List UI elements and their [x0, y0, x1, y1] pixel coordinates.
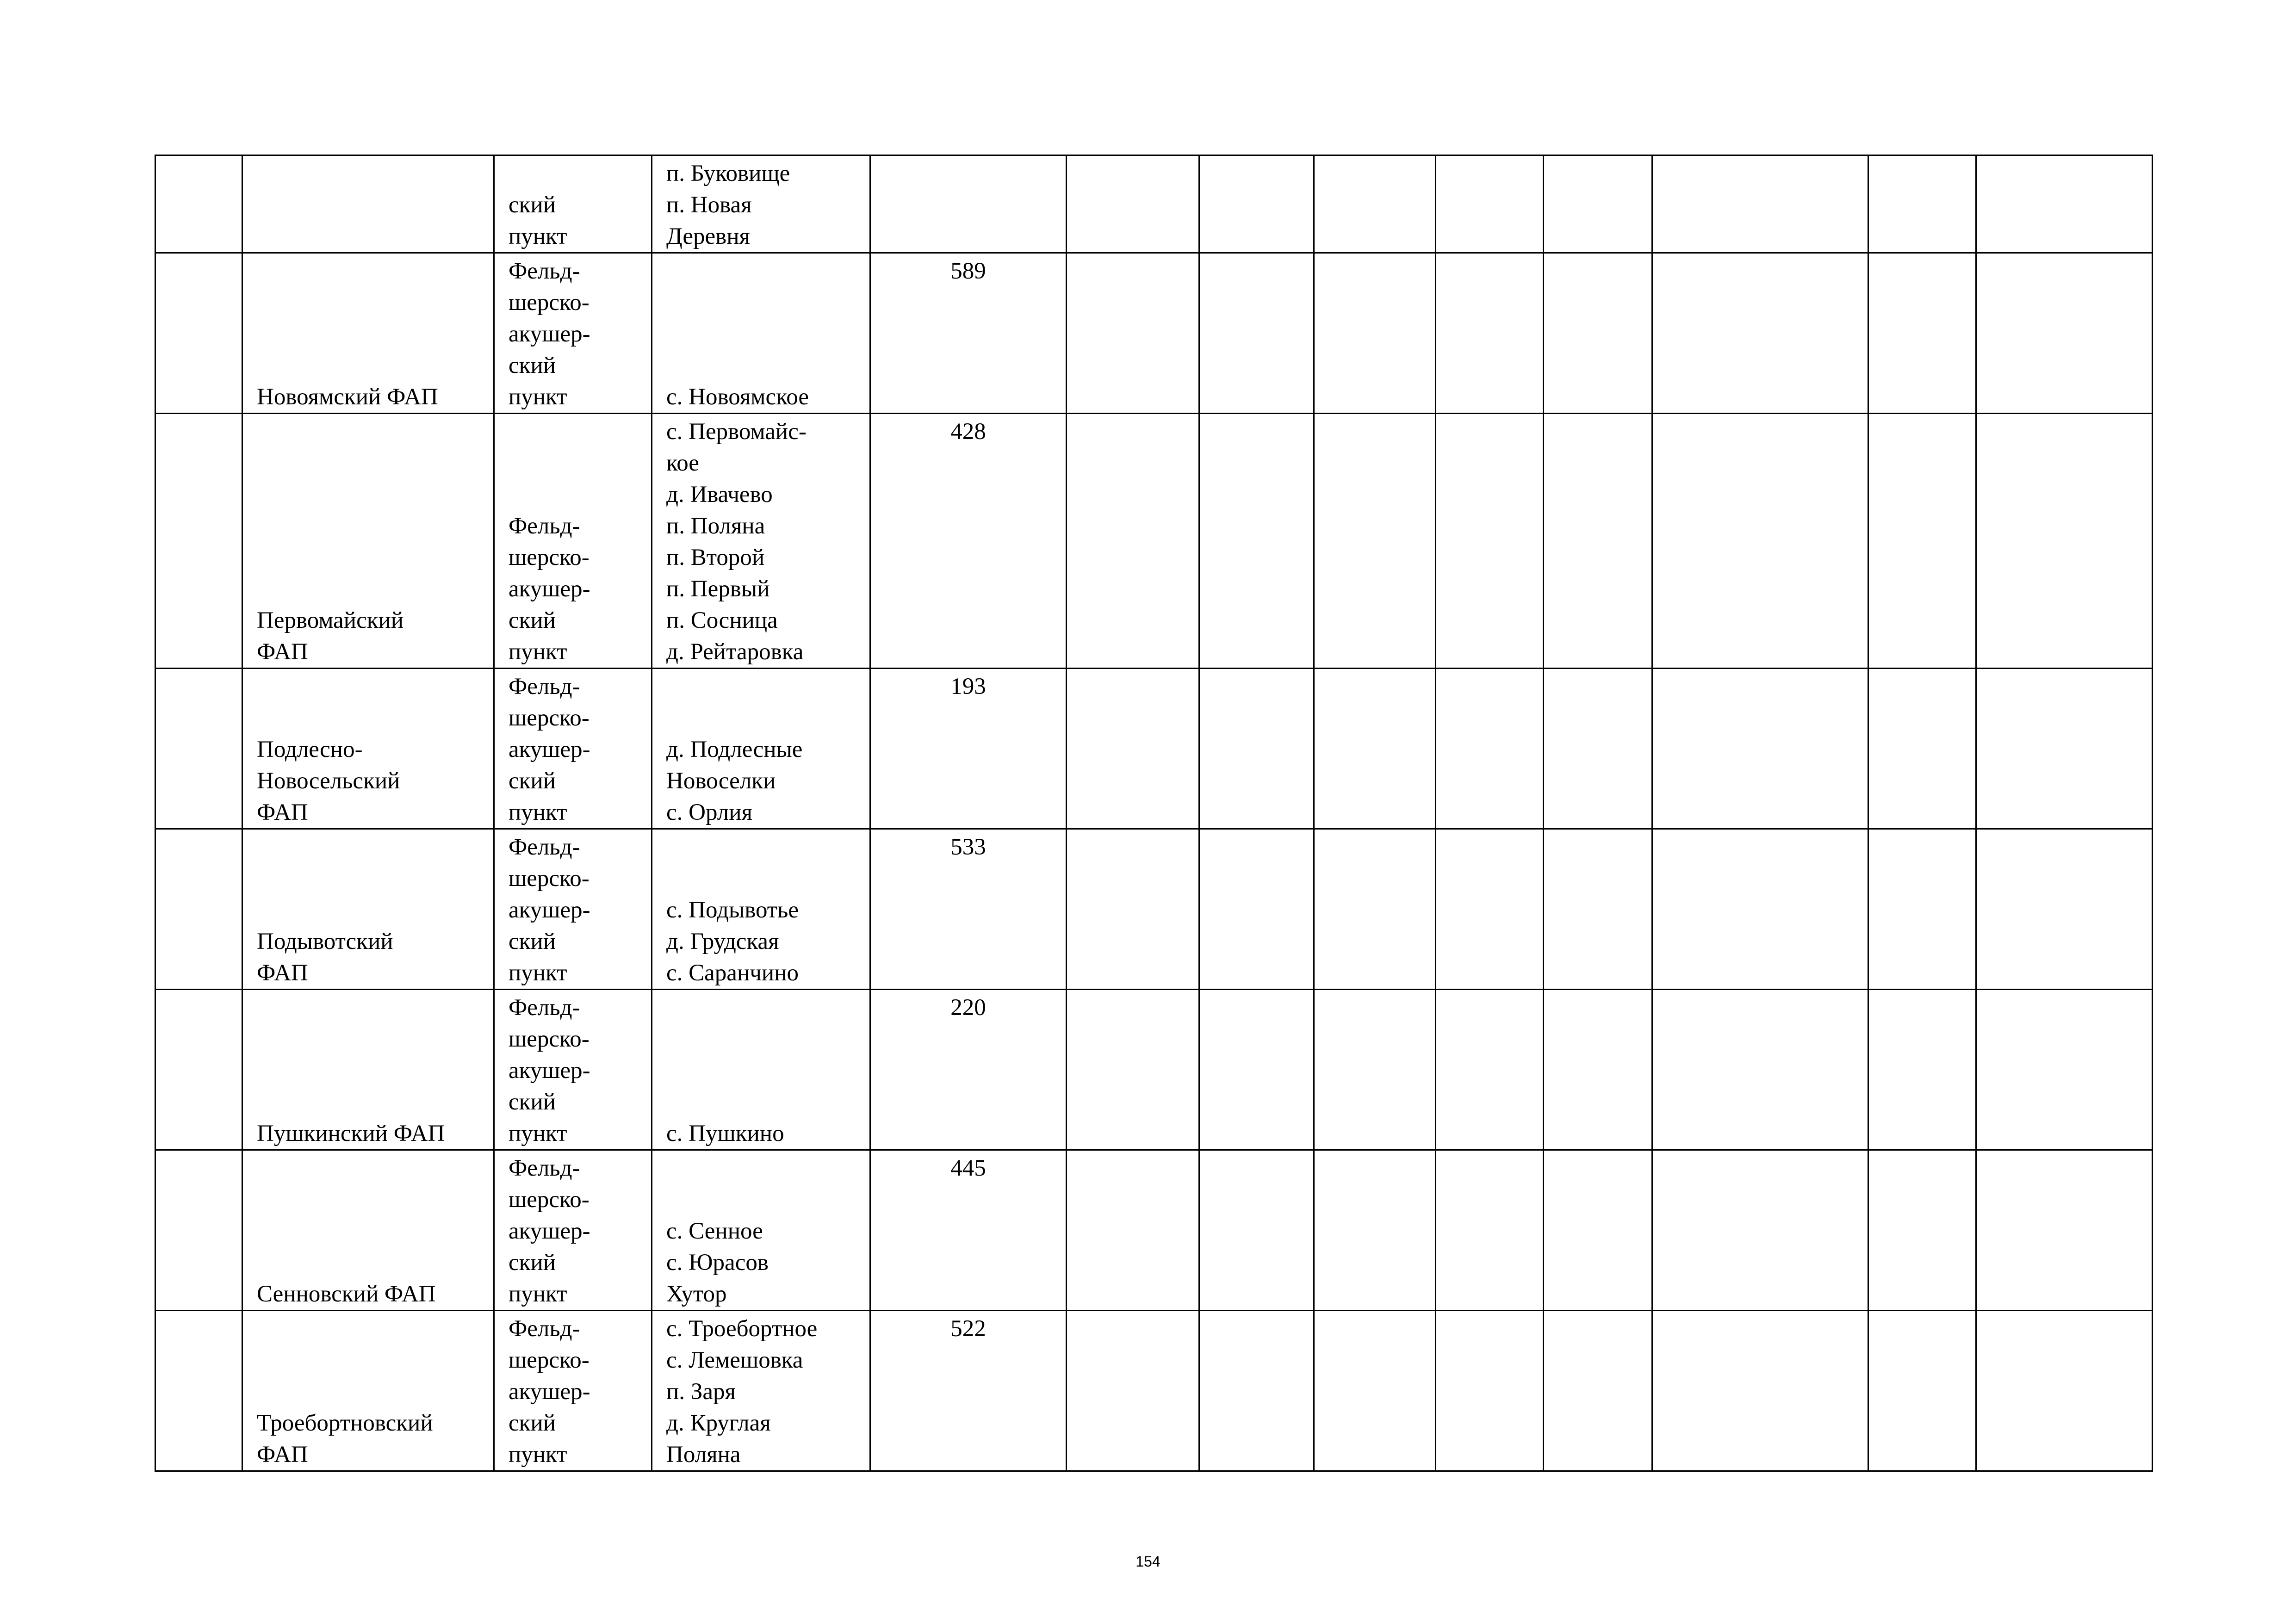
empty-cell [1067, 829, 1199, 990]
population-value: 428 [950, 419, 986, 445]
settlement-line: с. Орлия [666, 799, 752, 825]
facility-name-cell [242, 829, 494, 990]
facility-name-line: Подывотский [257, 929, 393, 954]
facility-type-line: Фельд- [509, 834, 580, 860]
facility-name-line: Сенновский ФАП [257, 1281, 436, 1307]
facility-type-line: пункт [509, 384, 567, 410]
settlement-line: с. Саранчино [666, 960, 799, 986]
facility-type-line: Фельд- [509, 674, 580, 700]
settlement-line: д. Круглая [666, 1410, 771, 1436]
empty-cell [1314, 1311, 1436, 1471]
settlements-cell [652, 829, 870, 990]
facility-type-line: шерско- [509, 866, 590, 892]
facility-type-cell [494, 990, 652, 1150]
population-value: 220 [950, 995, 986, 1021]
facility-type-line: пункт [509, 1121, 567, 1146]
empty-cell [1976, 1311, 2153, 1471]
table-row [155, 1150, 2153, 1311]
settlement-line: п. Заря [666, 1379, 736, 1405]
empty-cell [1436, 155, 1544, 253]
facility-type-line: акушер- [509, 576, 590, 602]
empty-cell [1199, 990, 1314, 1150]
facility-name-line: ФАП [257, 1442, 308, 1468]
empty-cell [1976, 669, 2153, 829]
facility-type-line: пункт [509, 1281, 567, 1307]
empty-cell [1199, 669, 1314, 829]
population-value: 589 [950, 258, 986, 284]
settlement-line: с. Сенное [666, 1218, 763, 1244]
facility-type-line: пункт [509, 799, 567, 825]
settlements-cell [652, 1311, 870, 1471]
settlement-line: п. Буковище [666, 161, 790, 186]
settlements-cell [652, 155, 870, 253]
facility-type-line: ский [509, 353, 556, 378]
facility-type-line: Фельд- [509, 995, 580, 1021]
empty-cell [1067, 1311, 1199, 1471]
empty-cell [1544, 1150, 1652, 1311]
empty-cell [1976, 253, 2153, 414]
number-cell [155, 414, 242, 669]
number-cell [155, 155, 242, 253]
empty-cell [1652, 1311, 1868, 1471]
empty-cell [1199, 155, 1314, 253]
page-number: 154 [1136, 1553, 1160, 1570]
facility-name-line: Подлесно- [257, 737, 363, 762]
table-row [155, 990, 2153, 1150]
empty-cell [1868, 155, 1976, 253]
population-cell [870, 990, 1067, 1150]
settlement-line: Поляна [666, 1442, 741, 1468]
settlement-line: с. Троебортное [666, 1316, 818, 1342]
facility-name-line: ФАП [257, 639, 308, 665]
population-cell [870, 414, 1067, 669]
empty-cell [1436, 253, 1544, 414]
facility-type-line: ский [509, 1250, 556, 1276]
empty-cell [1868, 990, 1976, 1150]
facility-name-cell [242, 1150, 494, 1311]
facility-name-cell [242, 253, 494, 414]
settlement-line: п. Новая [666, 192, 752, 218]
population-cell [870, 1311, 1067, 1471]
population-value: 193 [950, 674, 986, 700]
number-cell [155, 1311, 242, 1471]
empty-cell [1436, 1311, 1544, 1471]
empty-cell [1544, 155, 1652, 253]
facility-type-cell [494, 414, 652, 669]
facility-type-line: шерско- [509, 1347, 590, 1373]
empty-cell [1544, 253, 1652, 414]
facility-name-cell [242, 414, 494, 669]
empty-cell [1199, 253, 1314, 414]
facility-name-cell [242, 1311, 494, 1471]
facility-type-line: шерско- [509, 1026, 590, 1052]
number-cell [155, 1150, 242, 1311]
facility-type-line: акушер- [509, 1218, 590, 1244]
empty-cell [1544, 1311, 1652, 1471]
facilities-table [155, 155, 2153, 1472]
facility-name-cell [242, 669, 494, 829]
settlements-cell [652, 414, 870, 669]
settlements-cell [652, 669, 870, 829]
facility-type-line: шерско- [509, 545, 590, 570]
population-cell [870, 669, 1067, 829]
empty-cell [1544, 990, 1652, 1150]
facility-type-line: пункт [509, 1442, 567, 1468]
empty-cell [1976, 1150, 2153, 1311]
facility-type-line: акушер- [509, 737, 590, 762]
settlement-line: Хутор [666, 1281, 727, 1307]
facility-type-cell [494, 669, 652, 829]
settlements-cell [652, 253, 870, 414]
empty-cell [1652, 990, 1868, 1150]
empty-cell [1067, 414, 1199, 669]
facility-type-line: Фельд- [509, 513, 580, 539]
empty-cell [1976, 990, 2153, 1150]
settlement-line: с. Новоямское [666, 384, 809, 410]
table-row [155, 829, 2153, 990]
empty-cell [1436, 414, 1544, 669]
empty-cell [1652, 829, 1868, 990]
empty-cell [1652, 1150, 1868, 1311]
settlement-line: кое [666, 450, 699, 476]
facility-name-line: Новосельский [257, 768, 400, 794]
population-cell [870, 829, 1067, 990]
settlement-line: п. Первый [666, 576, 770, 602]
facility-name-line: Пушкинский ФАП [257, 1121, 445, 1146]
empty-cell [1544, 414, 1652, 669]
number-cell [155, 990, 242, 1150]
facility-type-line: пункт [509, 960, 567, 986]
empty-cell [1436, 1150, 1544, 1311]
empty-cell [1868, 253, 1976, 414]
empty-cell [1868, 1311, 1976, 1471]
facility-name-cell [242, 990, 494, 1150]
empty-cell [1868, 669, 1976, 829]
empty-cell [1314, 253, 1436, 414]
empty-cell [1314, 414, 1436, 669]
settlement-line: с. Подывотье [666, 897, 799, 923]
facility-type-line: шерско- [509, 705, 590, 731]
settlement-line: с. Лемешовка [666, 1347, 803, 1373]
table-body [155, 155, 2153, 1471]
empty-cell [1067, 155, 1199, 253]
population-value: 445 [950, 1155, 986, 1181]
settlement-line: с. Пушкино [666, 1121, 784, 1146]
population-cell [870, 1150, 1067, 1311]
population-value: 533 [950, 834, 986, 860]
table-row [155, 669, 2153, 829]
facility-type-line: Фельд- [509, 1155, 580, 1181]
table-row [155, 253, 2153, 414]
empty-cell [1314, 829, 1436, 990]
facility-type-line: акушер- [509, 1058, 590, 1084]
empty-cell [1314, 155, 1436, 253]
empty-cell [1544, 829, 1652, 990]
facility-type-line: ский [509, 1410, 556, 1436]
empty-cell [1067, 253, 1199, 414]
empty-cell [1652, 253, 1868, 414]
empty-cell [1199, 829, 1314, 990]
empty-cell [1976, 155, 2153, 253]
facility-type-line: ский [509, 768, 556, 794]
empty-cell [1314, 669, 1436, 829]
population-cell [870, 155, 1067, 253]
facility-name-line: Первомайский [257, 607, 404, 633]
facility-type-line: акушер- [509, 1379, 590, 1405]
facility-type-cell [494, 829, 652, 990]
facility-name-line: Новоямский ФАП [257, 384, 438, 410]
empty-cell [1436, 669, 1544, 829]
table-row [155, 1311, 2153, 1471]
settlements-cell [652, 990, 870, 1150]
facility-type-cell [494, 1311, 652, 1471]
table-row [155, 155, 2153, 253]
empty-cell [1976, 829, 2153, 990]
empty-cell [1067, 1150, 1199, 1311]
settlement-line: с. Юрасов [666, 1250, 769, 1276]
settlement-line: п. Сосница [666, 607, 778, 633]
settlement-line: Деревня [666, 223, 751, 249]
empty-cell [1199, 414, 1314, 669]
facility-name-line: ФАП [257, 799, 308, 825]
empty-cell [1199, 1150, 1314, 1311]
empty-cell [1868, 829, 1976, 990]
facility-type-line: акушер- [509, 897, 590, 923]
facility-type-line: ский [509, 1089, 556, 1115]
empty-cell [1868, 414, 1976, 669]
settlements-cell [652, 1150, 870, 1311]
number-cell [155, 253, 242, 414]
settlement-line: д. Рейтаровка [666, 639, 804, 665]
empty-cell [1652, 669, 1868, 829]
population-value: 522 [950, 1316, 986, 1342]
settlement-line: Новоселки [666, 768, 776, 794]
facility-type-line: Фельд- [509, 1316, 580, 1342]
table-row [155, 414, 2153, 669]
settlement-line: п. Поляна [666, 513, 765, 539]
empty-cell [1652, 414, 1868, 669]
number-cell [155, 829, 242, 990]
facility-type-line: пункт [509, 639, 567, 665]
facility-type-line: шерско- [509, 1187, 590, 1213]
empty-cell [1544, 669, 1652, 829]
population-cell [870, 253, 1067, 414]
facility-name-cell [242, 155, 494, 253]
settlement-line: д. Ивачево [666, 482, 773, 508]
empty-cell [1868, 1150, 1976, 1311]
empty-cell [1067, 990, 1199, 1150]
empty-cell [1314, 990, 1436, 1150]
facility-type-line: акушер- [509, 321, 590, 347]
facility-type-line: Фельд- [509, 258, 580, 284]
settlement-line: п. Второй [666, 545, 765, 570]
empty-cell [1199, 1311, 1314, 1471]
facility-type-cell [494, 253, 652, 414]
empty-cell [1652, 155, 1868, 253]
facility-name-line: Троебортновский [257, 1410, 433, 1436]
facility-type-line: ский [509, 929, 556, 954]
empty-cell [1436, 829, 1544, 990]
facility-type-line: ский [509, 192, 556, 218]
settlement-line: с. Первомайс- [666, 419, 807, 445]
facility-type-cell [494, 155, 652, 253]
facility-type-line: пункт [509, 223, 567, 249]
empty-cell [1976, 414, 2153, 669]
empty-cell [1314, 1150, 1436, 1311]
facility-type-line: шерско- [509, 290, 590, 316]
number-cell [155, 669, 242, 829]
settlement-line: д. Подлесные [666, 737, 803, 762]
facility-type-line: ский [509, 607, 556, 633]
facility-type-cell [494, 1150, 652, 1311]
facility-name-line: ФАП [257, 960, 308, 986]
empty-cell [1436, 990, 1544, 1150]
settlement-line: д. Грудская [666, 929, 779, 954]
empty-cell [1067, 669, 1199, 829]
